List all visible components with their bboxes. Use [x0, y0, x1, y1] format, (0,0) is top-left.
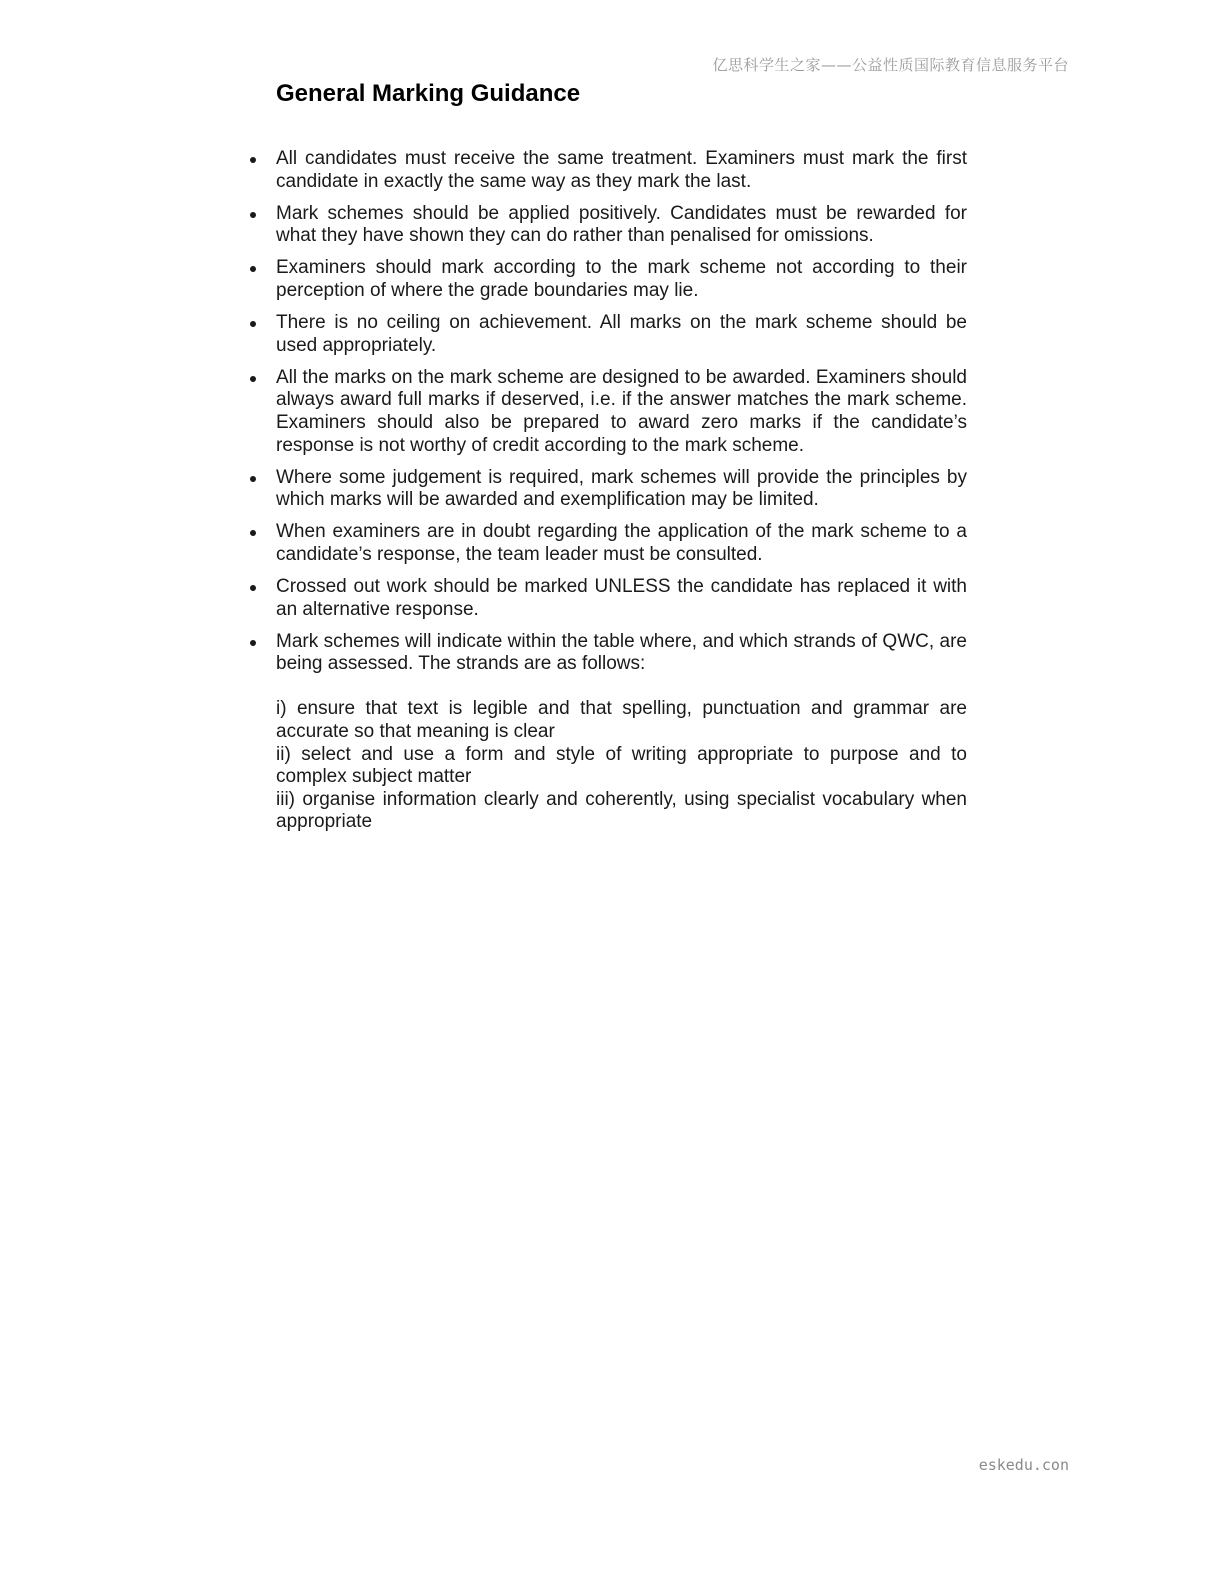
list-item — [276, 521, 967, 566]
list-item — [276, 148, 967, 193]
list-item-text: When examiners are in doubt regarding the application of the mark scheme to a candidate’s response, the team leader must be consulted. — [276, 521, 967, 565]
bullet-icon — [250, 321, 256, 327]
list-item-text: All candidates must receive the same treatment. Examiners must mark the first candidate in exactly the same way as they mark the last. — [276, 148, 967, 192]
strand-ii: ii) select and use a form and style of writing appropriate to purpose and to complex subject matter — [276, 743, 967, 788]
list-item — [276, 576, 967, 621]
list-item-text: All the marks on the mark scheme are designed to be awarded. Examiners should always award full marks if deserved, i.e. if the answer matches the mark scheme. Examiners should also be prepared to award zero marks if the candidate’s response is not worthy of credit according to the mark scheme. — [276, 366, 967, 456]
bullet-icon — [250, 376, 256, 382]
list-item-text: Mark schemes will indicate within the table where, and which strands of QWC, are being assessed. The strands are as follows: — [276, 630, 967, 675]
list-item — [276, 257, 967, 302]
bullet-icon — [250, 585, 256, 591]
watermark-header: 亿思科学生之家——公益性质国际教育信息服务平台 — [712, 56, 1069, 74]
list-item — [276, 467, 967, 512]
bullet-icon — [250, 530, 256, 536]
bullet-icon — [250, 266, 256, 272]
list-item-text: Where some judgement is required, mark schemes will provide the principles by which marks will be awarded and exemplification may be limited. — [276, 466, 967, 511]
bullet-icon — [250, 476, 256, 482]
list-item-text: There is no ceiling on achievement. All marks on the mark scheme should be used appropriately. — [276, 312, 967, 356]
bullet-icon — [250, 640, 256, 646]
list-item-text: Examiners should mark according to the mark scheme not according to their perception of where the grade boundaries may lie. — [276, 257, 967, 301]
strand-iii: iii) organise information clearly and coherently, using specialist vocabulary when appropriate — [276, 788, 967, 833]
list-item — [276, 367, 967, 457]
watermark-footer: eskedu.con — [978, 1456, 1069, 1474]
list-item-text: Mark schemes should be applied positively. Candidates must be rewarded for what they have shown they can do rather than penalised for omissions. — [276, 202, 967, 247]
page-title: General Marking Guidance — [276, 80, 581, 107]
strand-i: i) ensure that text is legible and that spelling, punctuation and grammar are accurate so that meaning is clear — [276, 698, 967, 743]
list-item — [276, 203, 967, 248]
bullet-icon — [250, 157, 256, 163]
bullet-icon — [250, 212, 256, 218]
list-item — [276, 312, 967, 357]
list-item-text: Crossed out work should be marked UNLESS the candidate has replaced it with an alternative response. — [276, 576, 967, 620]
qwc-strands — [276, 698, 967, 834]
guidance-list — [276, 148, 967, 844]
list-item-qwc — [276, 631, 967, 834]
